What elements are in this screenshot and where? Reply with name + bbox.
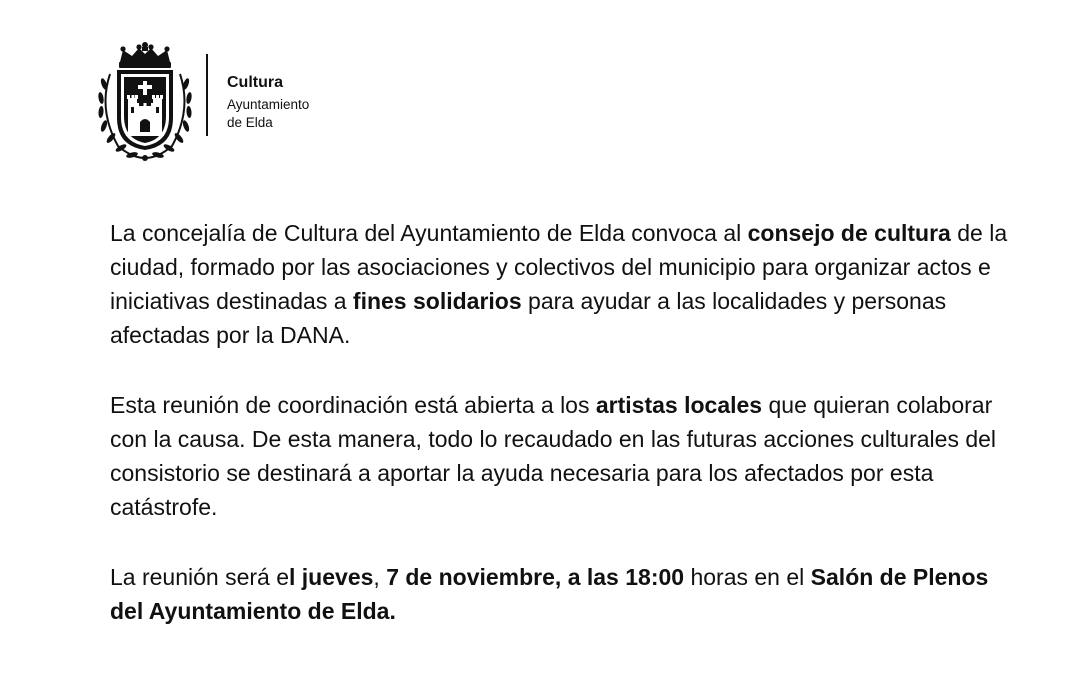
bold-run: fines solidarios bbox=[352, 288, 522, 314]
text-run: La reunión será e bbox=[110, 564, 290, 590]
text-run: para ayudar a las localidades y personas afectadas por la DANA. bbox=[110, 288, 947, 348]
paragraph-convocation bbox=[110, 216, 1010, 352]
bold-run: consejo de cultura bbox=[747, 220, 951, 246]
bold-run: Salón de Plenos del Ayuntamiento de Elda. bbox=[110, 564, 989, 624]
text-run: horas en el bbox=[684, 564, 811, 590]
paragraph-artists bbox=[110, 388, 1010, 524]
paragraph-meeting-details bbox=[110, 560, 1010, 628]
text-run: que quieran colaborar con la causa. De esta manera, todo lo recaudado en las futuras acciones culturales del consistorio se destinará a aportar la ayuda necesaria para los afectados por esta catástrofe. bbox=[110, 392, 997, 520]
bold-run: 7 de noviembre, a las 18:00 bbox=[386, 564, 685, 590]
coat-of-arms-logo bbox=[92, 40, 198, 164]
announcement-body bbox=[110, 216, 1010, 664]
bold-run: l jueves bbox=[289, 564, 374, 590]
bold-run: artistas locales bbox=[595, 392, 763, 418]
header-divider bbox=[206, 54, 208, 136]
text-run: , bbox=[373, 564, 387, 590]
brand-title: Cultura bbox=[227, 74, 283, 91]
brand-block bbox=[227, 73, 309, 132]
text-run: de la ciudad, formado por las asociaciones y colectivos del municipio para organizar actos e iniciativas destinadas a bbox=[110, 220, 1008, 314]
brand-subtitle: Ayuntamiento de Elda bbox=[227, 97, 310, 130]
text-run: La concejalía de Cultura del Ayuntamiento de Elda convoca al bbox=[110, 220, 748, 246]
text-run: Esta reunión de coordinación está abierta a los bbox=[110, 392, 596, 418]
